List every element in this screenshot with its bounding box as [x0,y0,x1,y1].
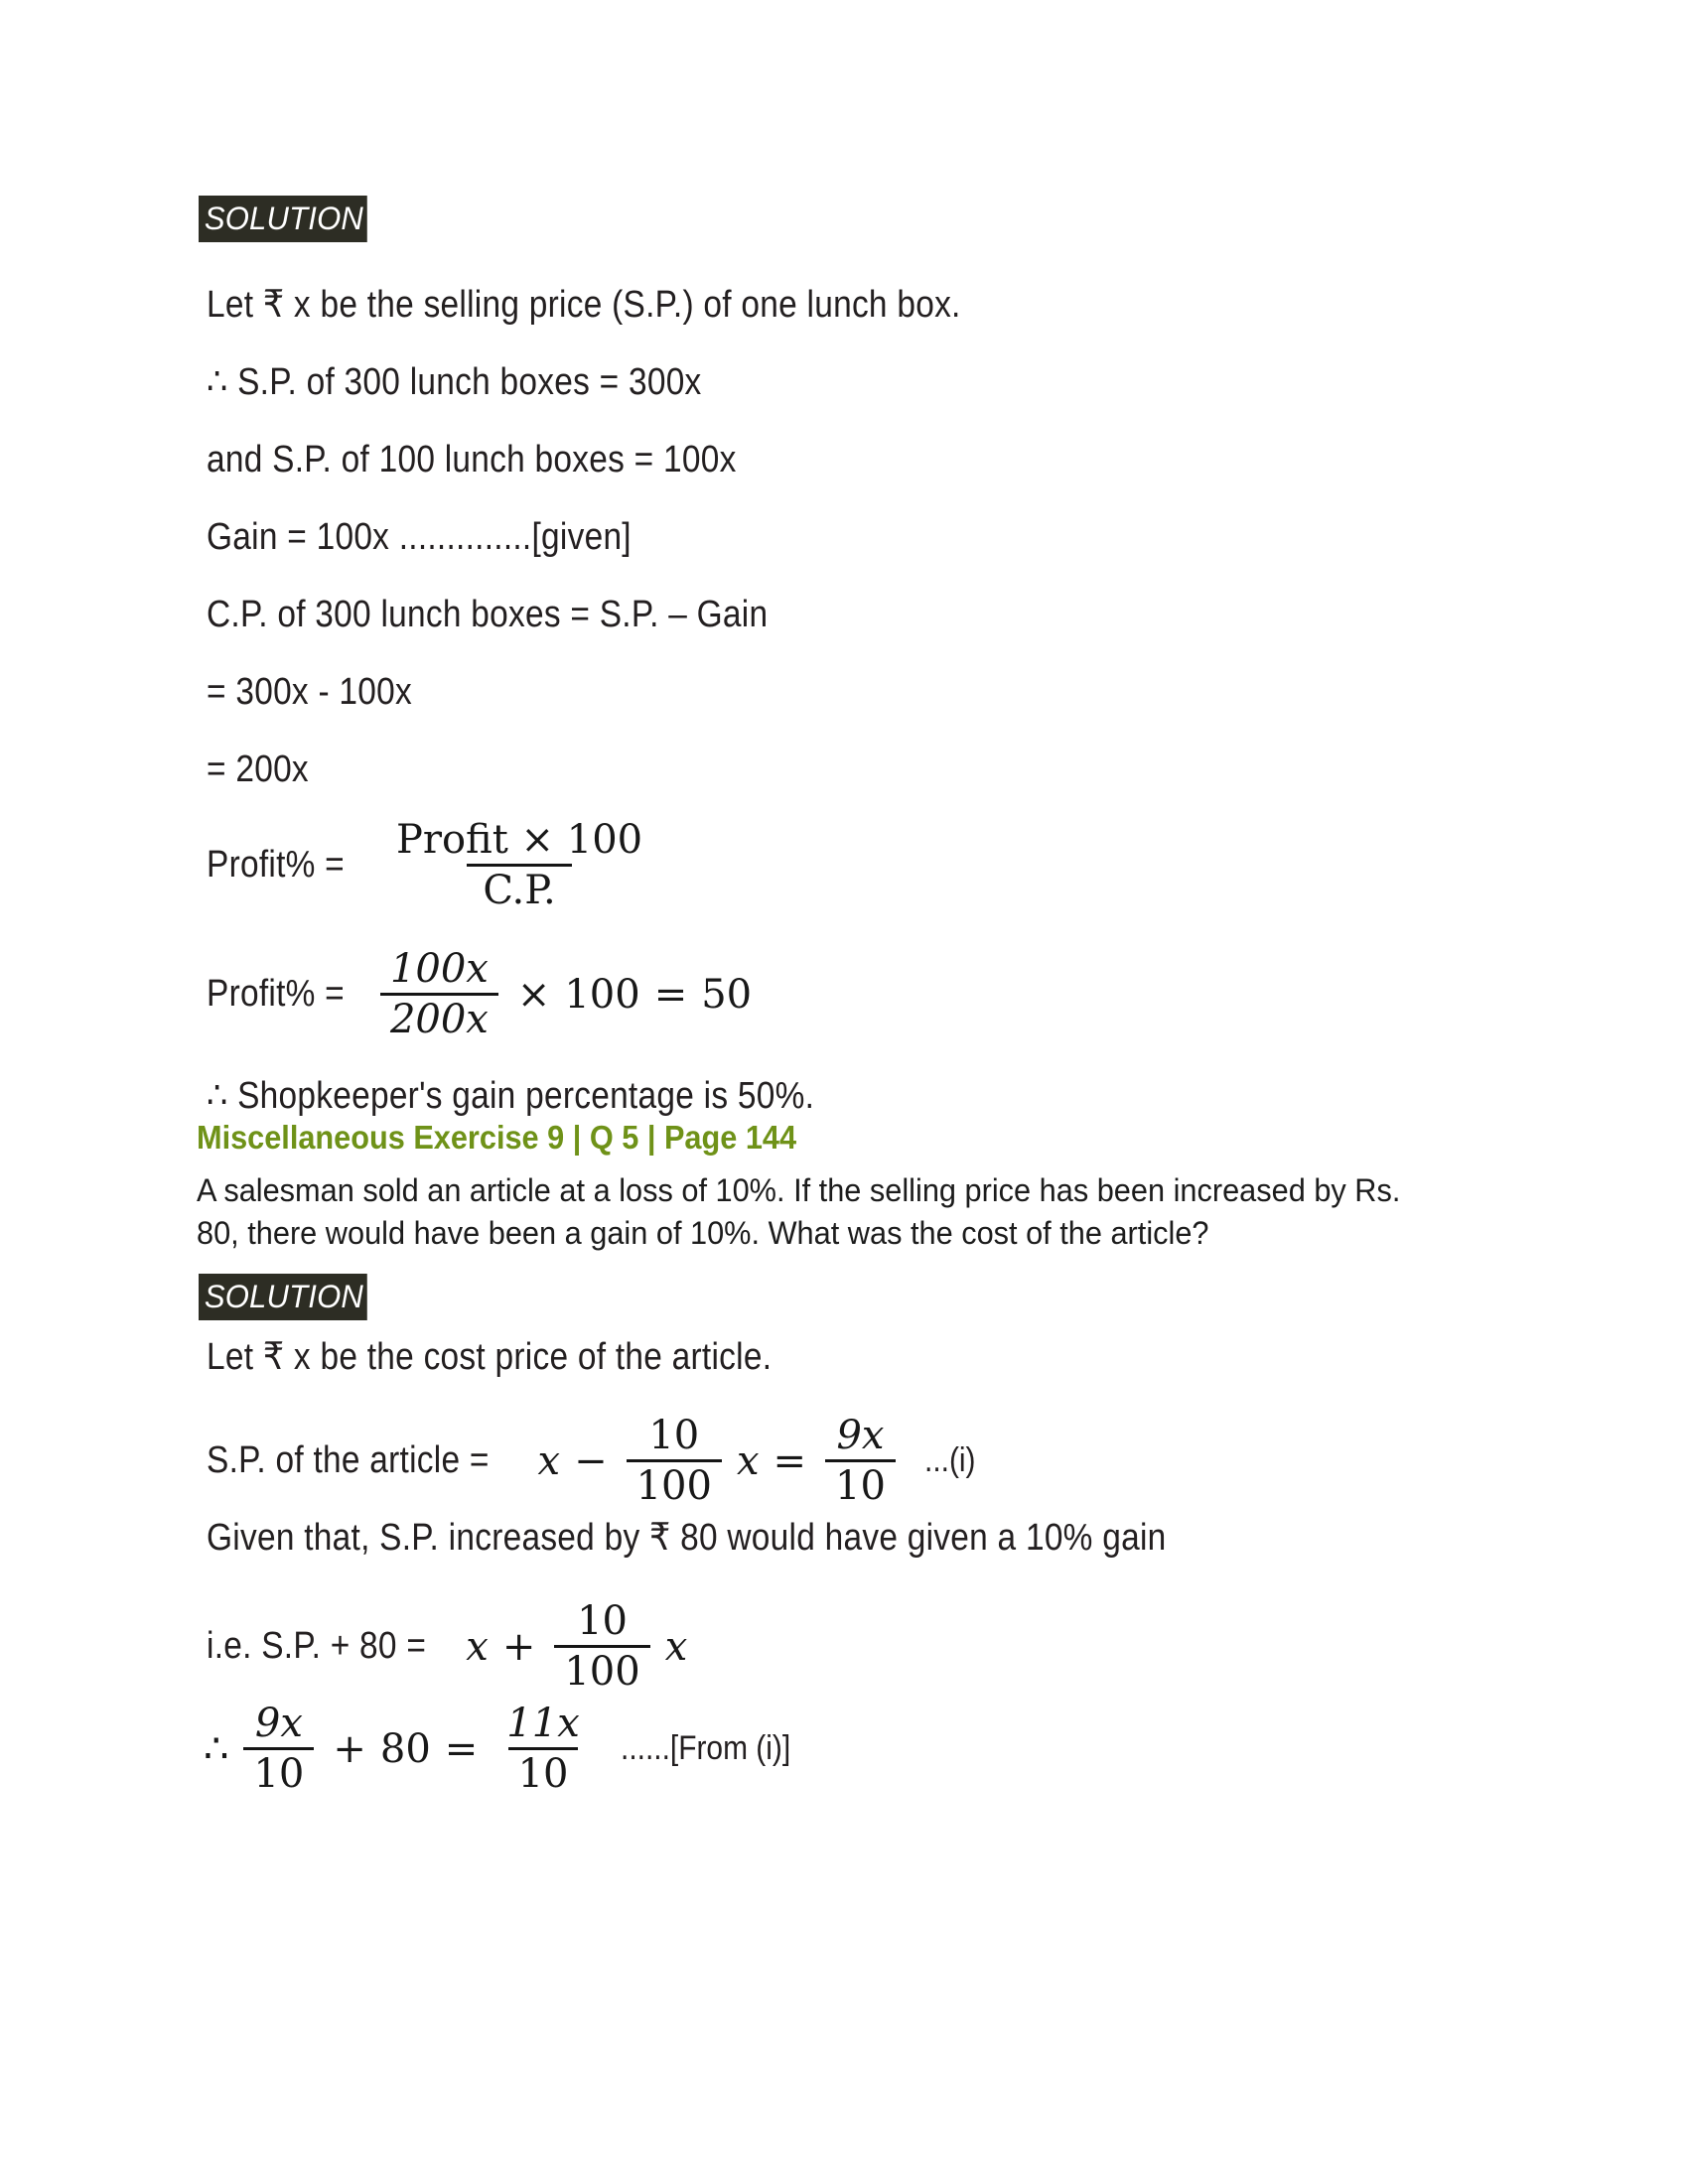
fraction-numerator: 100x [389,946,489,992]
solution-1-line-6: = 300x - 100x [207,671,413,713]
profit-percent-formula-2 [207,948,752,1041]
fraction-denominator: 10 [825,1459,896,1507]
equation-reference-i: ...(i) [923,1441,976,1480]
therefore-symbol: ∴ [204,1725,229,1772]
profit-percent-label-1: Profit% = [207,844,345,887]
equals-operator: = [444,1725,479,1772]
minus-operator: − [574,1437,608,1484]
fraction-denominator: 10 [508,1747,579,1795]
ie-sp-plus-80-label: i.e. S.P. + 80 = [207,1625,427,1668]
fraction-10-over-100 [627,1415,722,1508]
fraction-numerator: 9x [836,1413,885,1458]
variable-x: x [466,1623,489,1670]
variable-x: x [664,1623,688,1670]
solution-1-conclusion: ∴ Shopkeeper's gain percentage is 50%. [207,1075,815,1117]
fraction-profit-over-cp [380,819,658,912]
solution-2-line-1: Let ₹ x be the cost price of the article. [207,1336,773,1378]
solution-1-line-1: Let ₹ x be the selling price (S.P.) of one lunch box. [207,284,961,326]
fraction-denominator: 200x [380,993,498,1040]
plus-operator: + [333,1725,366,1772]
plus-operator: + [501,1623,536,1670]
solution-badge-1 [199,196,372,242]
profit-percent-formula-1 [207,819,663,912]
sp-of-article-equation [207,1415,982,1508]
equals-operator: = [653,971,688,1018]
solution-badge-1-label: SOLUTION [199,196,367,242]
sp-of-article-expression [538,1415,901,1508]
times-operator: × [516,971,551,1018]
fraction-10-over-100 [554,1600,649,1694]
solution-1-line-2: ∴ S.P. of 300 lunch boxes = 300x [207,361,702,403]
fraction-9x-over-10 [243,1703,314,1796]
fraction-11x-over-10 [496,1703,589,1796]
ie-sp-plus-80-expression [466,1600,687,1694]
solution-1-line-3: and S.P. of 100 lunch boxes = 100x [207,439,737,480]
profit-percent-fraction-1 [375,819,663,912]
solution-2-given-line: Given that, S.P. increased by ₹ 80 would have given a 10% gain [207,1517,1167,1559]
profit-percent-label-2: Profit% = [207,973,345,1016]
factor-100: 100 [564,971,640,1018]
fraction-numerator: 10 [577,1598,628,1644]
fraction-numerator: 10 [648,1413,700,1458]
fraction-100x-over-200x [380,948,498,1041]
fraction-numerator: Profit × 100 [395,817,643,863]
constant-80: 80 [379,1725,431,1772]
fraction-numerator: 11x [506,1701,580,1746]
solution-badge-2 [199,1274,372,1320]
solution-1-line-7: = 200x [207,749,309,790]
final-equation [204,1703,813,1796]
equation-reference-from-i: ......[From (i)] [620,1729,790,1768]
fraction-denominator: 100 [554,1645,649,1693]
exercise-heading: Miscellaneous Exercise 9 | Q 5 | Page 144 [197,1119,797,1156]
ie-sp-plus-80-equation [207,1600,687,1694]
fraction-denominator: C.P. [467,864,571,911]
exercise-question: A salesman sold an article at a loss of 10%. If the selling price has been increased by Rs. 80, there would have been a gain of 10%. What was the cost of the article? [197,1172,1401,1251]
equals-operator: = [773,1437,807,1484]
result-50: 50 [701,971,753,1018]
fraction-denominator: 10 [243,1747,314,1795]
final-equation-expression [204,1703,595,1796]
profit-percent-expression-2 [375,948,752,1041]
solution-1-line-5: C.P. of 300 lunch boxes = S.P. – Gain [207,594,769,635]
fraction-numerator: 9x [254,1701,303,1746]
fraction-9x-over-10 [825,1415,896,1508]
variable-x: x [736,1437,760,1484]
sp-of-article-label: S.P. of the article = [207,1439,490,1482]
solution-1-line-4: Gain = 100x ..............[given] [207,516,632,558]
fraction-denominator: 100 [627,1459,722,1507]
solution-badge-2-label: SOLUTION [199,1274,367,1320]
variable-x: x [537,1437,561,1484]
